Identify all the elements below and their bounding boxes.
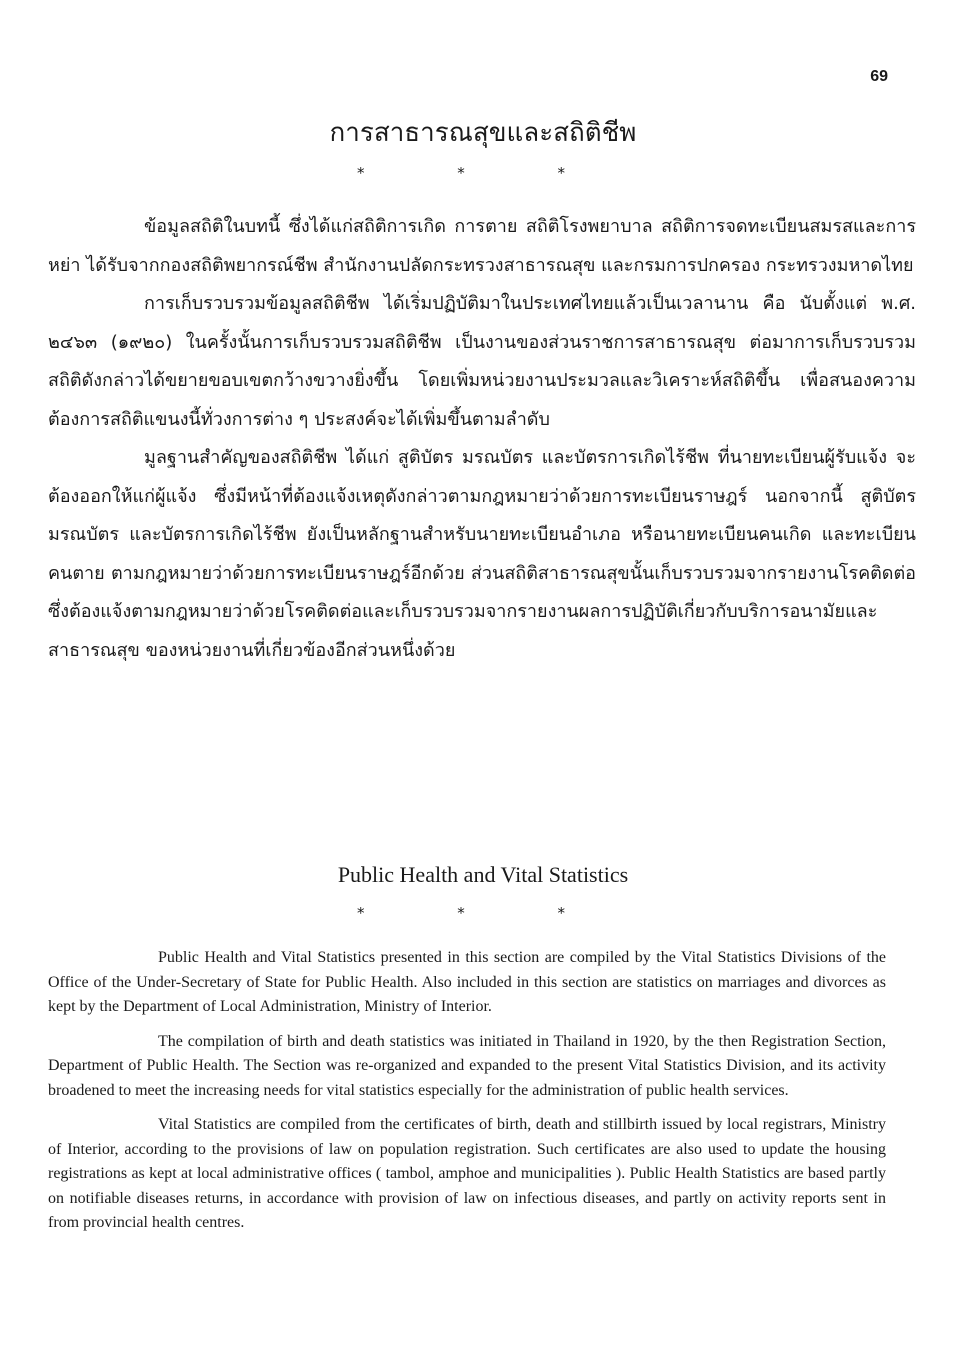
thai-separator: * * * xyxy=(356,164,610,182)
thai-paragraph-2: การเก็บรวบรวมข้อมูลสถิติชีพ ได้เริ่มปฏิบัติมาในประเทศไทยแล้วเป็นเวลานาน คือ นับตั้งแต่ พ.ศ. ๒๔๖๓ (๑๙๒๐) ในครั้งนั้นการเก็บรวบรวมสถิติชีพ เป็นงานของส่วนราชการสาธารณสุข ต่อมาการเก็บรวบรวมสถิติดังกล่าวได้ขยายขอบเขตกว้างขวางยิ่งขึ้น โดยเพิ่มหน่วยงานประมวลและวิเคราะห์สถิติขึ้น เพื่อสนองความต้องการสถิติแขนงนี้ทั่วงการต่าง ๆ ประสงค์จะได้เพิ่มขึ้นตามลำดับ xyxy=(48,293,916,430)
english-paragraph-3: Vital Statistics are compiled from the certificates of birth, death and stillbirth issued by local registrars, Ministry of Interior, according to the provisions of law on population registration. Such certificates are also used to update the housing registrations as kept at local administrative offices ( tambol, amphoe and municipalities ). Public Health Statistics are based partly on notifiable diseases returns, in accordance with provision of law on infectious diseases, and partly on activity reports sent in from provincial health centres. xyxy=(48,1116,886,1231)
thai-paragraph-1: ข้อมูลสถิติในบทนี้ ซึ่งได้แก่สถิติการเกิด การตาย สถิติโรงพยาบาล สถิติการจดทะเบียนสมรสและการหย่า ได้รับจากกองสถิติพยากรณ์ชีพ สำนักงานปลัดกระทรวงสาธารณสุข และกรมการปกครอง กระทรวงมหาดไทย xyxy=(48,216,916,276)
thai-paragraph-3: มูลฐานสำคัญของสถิติชีพ ได้แก่ สูติบัตร มรณบัตร และบัตรการเกิดไร้ชีพ ที่นายทะเบียนผู้รับแจ้ง จะต้องออกให้แก่ผู้แจ้ง ซึ่งมีหน้าที่ต้องแจ้งเหตุดังกล่าวตามกฎหมายว่าด้วยการทะเบียนราษฎร์ นอกจากนี้ สูติบัตร มรณบัตร และบัตรการเกิดไร้ชีพ ยังเป็นหลักฐานสำหรับนายทะเบียนอำเภอ หรือนายทะเบียนคนเกิด และทะเบียนคนตาย ตามกฎหมายว่าด้วยการทะเบียนราษฎร์อีกด้วย ส่วนสถิติสาธารณสุขนั้นเก็บรวบรวมจากรายงานโรคติดต่อ ซึ่งต้องแจ้งตามกฎหมายว่าด้วยโรคติดต่อและเก็บรวบรวมจากรายงานผลการปฏิบัติเกี่ยวกับบริการอนามัยและสาธารณสุข ของหน่วยงานที่เกี่ยวข้องอีกส่วนหนึ่งด้วย xyxy=(48,447,916,661)
thai-section-title: การสาธารณสุขและสถิติชีพ xyxy=(329,118,637,148)
english-paragraph-2: The compilation of birth and death statistics was initiated in Thailand in 1920, by the then Registration Section, Department of Public Health. The Section was re-organized and expanded to the present Vital Statistics Division, and its activity broadened to meet the increasing needs for vital statistics especially for the administration of public health services. xyxy=(48,1032,886,1099)
english-section-title: Public Health and Vital Statistics xyxy=(337,862,629,887)
english-paragraph-1: Public Health and Vital Statistics presented in this section are compiled by the Vital Statistics Divisions of the Office of the Under-Secretary of State for Public Health. Also included in this section are statistics on marriages and divorces as kept by the Department of Local Administration, Ministry of Interior. xyxy=(48,949,886,1015)
english-body xyxy=(48,946,886,1246)
thai-body xyxy=(48,208,916,670)
english-separator: * * * xyxy=(356,904,610,922)
page-number: 69 xyxy=(870,68,888,85)
